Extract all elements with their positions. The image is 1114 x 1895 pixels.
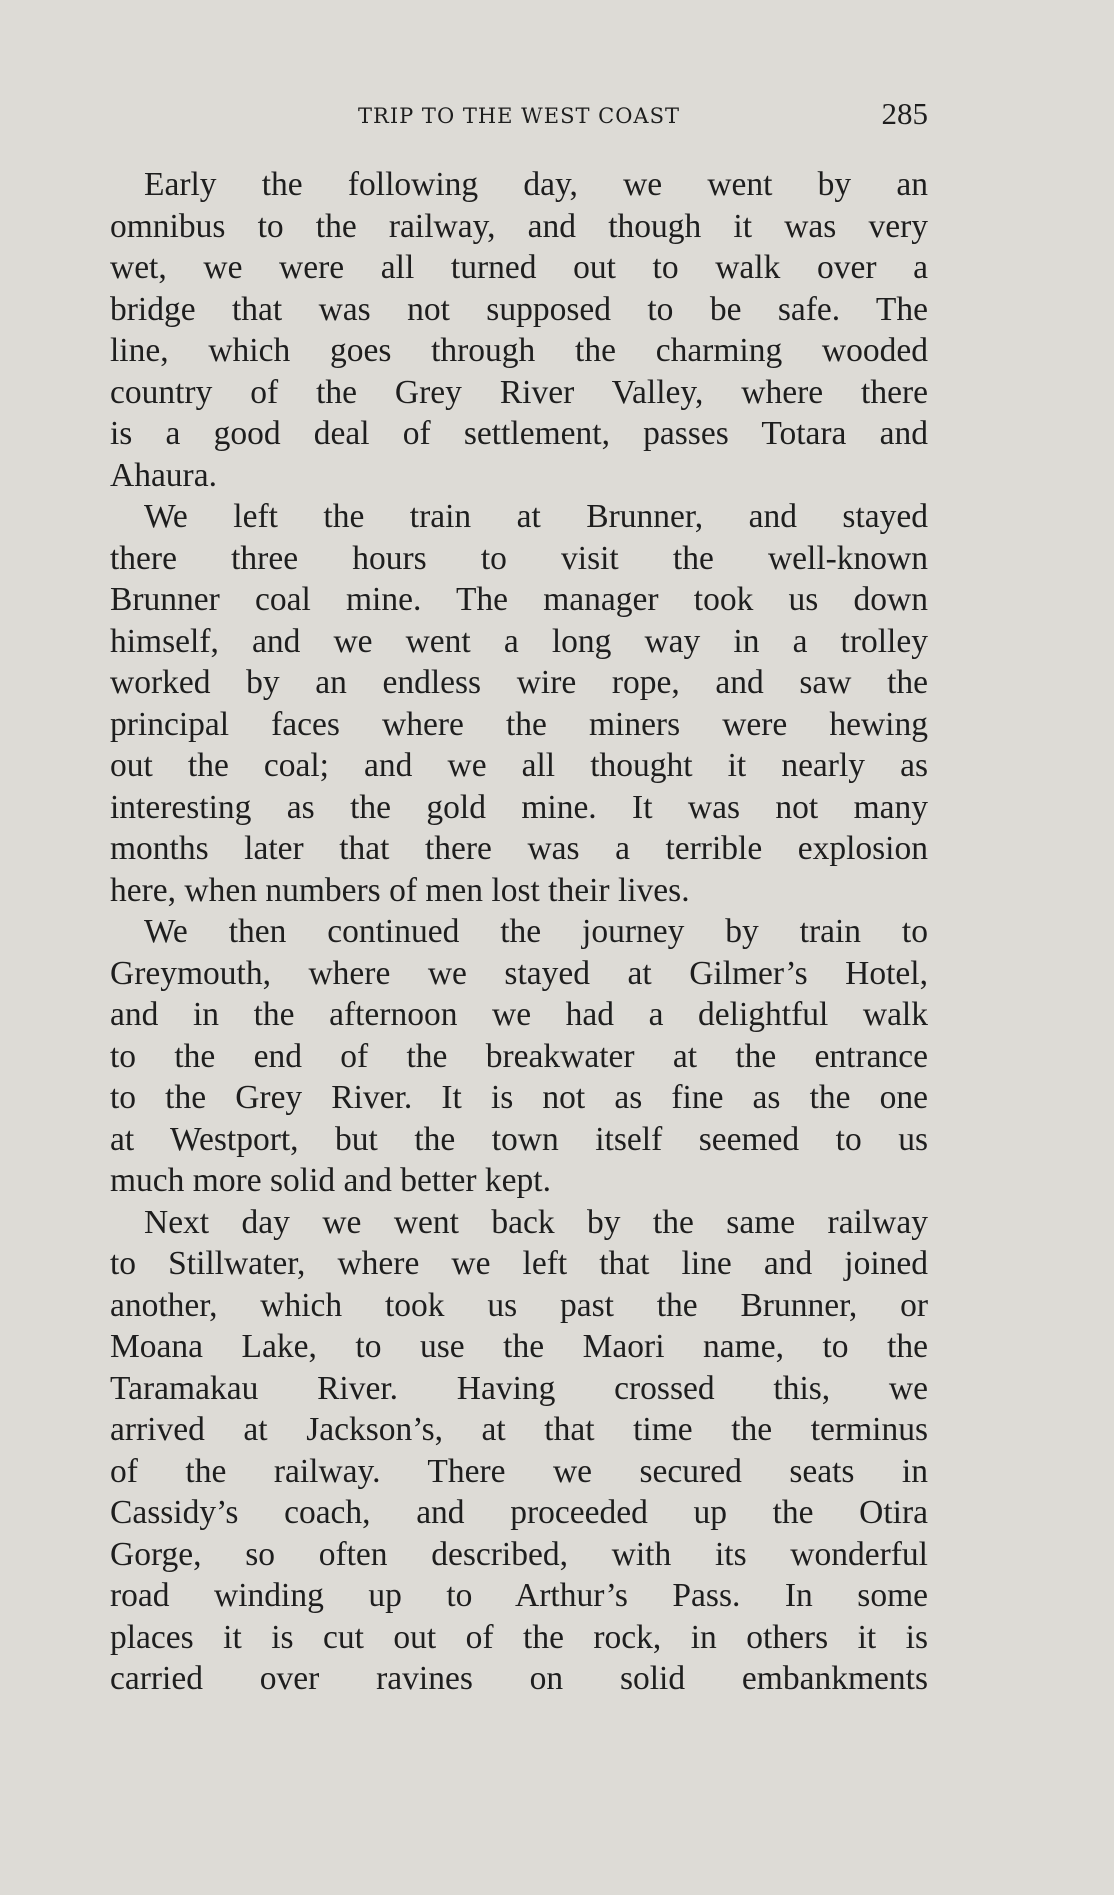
text-line: Next day we went back by the same railway	[144, 1203, 928, 1241]
text-line: road winding up to Arthur’s Pass. In some	[110, 1577, 928, 1614]
text-line: to the Grey River. It is not as fine as the one	[110, 1079, 928, 1116]
text-line: months later that there was a terrible explosion	[110, 830, 928, 867]
text-line: wet, we were all turned out to walk over a	[110, 249, 928, 286]
text-line: another, which took us past the Brunner, or	[110, 1286, 928, 1324]
text-line: Cassidy’s coach, and proceeded up the Otira	[110, 1494, 928, 1531]
text-line: Greymouth, where we stayed at Gilmer’s Hotel,	[110, 954, 928, 992]
text-line: out the coal; and we all thought it nearly as	[110, 747, 928, 784]
text-line: Brunner coal mine. The manager took us down	[110, 581, 928, 618]
text-line: bridge that was not supposed to be safe. The	[110, 290, 928, 328]
text-line: of the railway. There we secured seats in	[110, 1452, 928, 1490]
text-line: at Westport, but the town itself seemed to us	[110, 1120, 928, 1158]
text-line: country of the Grey River Valley, where there	[110, 373, 928, 411]
text-line: Taramakau River. Having crossed this, we	[110, 1369, 928, 1407]
text-line: Ahaura.	[110, 456, 217, 494]
text-line: carried over ravines on solid embankments	[110, 1660, 928, 1697]
page-number: 285	[881, 96, 928, 131]
text-line: to the end of the breakwater at the entrance	[110, 1037, 928, 1075]
text-line: worked by an endless wire rope, and saw the	[110, 664, 928, 701]
text-line: to Stillwater, where we left that line and joined	[110, 1245, 928, 1282]
text-line: there three hours to visit the well-known	[110, 539, 928, 577]
text-line: and in the afternoon we had a delightful walk	[110, 996, 928, 1033]
text-line: Early the following day, we went by an	[144, 166, 928, 203]
text-line: principal faces where the miners were hewing	[110, 705, 928, 743]
paragraph	[110, 911, 928, 1202]
page-header	[110, 96, 928, 136]
body-text	[110, 164, 928, 1700]
text-line: is a good deal of settlement, passes Totara and	[110, 415, 928, 452]
paragraph	[110, 496, 928, 911]
text-line: here, when numbers of men lost their lives.	[110, 871, 690, 909]
text-line: We left the train at Brunner, and stayed	[144, 498, 928, 535]
text-line: himself, and we went a long way in a trolley	[110, 622, 928, 660]
text-line: much more solid and better kept.	[110, 1162, 551, 1199]
paragraph	[110, 1202, 928, 1700]
text-line: Gorge, so often described, with its wonderful	[110, 1535, 928, 1573]
text-line: line, which goes through the charming wooded	[110, 332, 928, 369]
text-line: omnibus to the railway, and though it was very	[110, 207, 928, 245]
running-title: TRIP TO THE WEST COAST	[358, 104, 680, 128]
text-line: We then continued the journey by train to	[144, 913, 928, 950]
text-line: arrived at Jackson’s, at that time the terminus	[110, 1411, 928, 1448]
text-line: Moana Lake, to use the Maori name, to the	[110, 1328, 928, 1365]
text-line: places it is cut out of the rock, in others it is	[110, 1618, 928, 1656]
text-line: interesting as the gold mine. It was not many	[110, 788, 928, 826]
paragraph	[110, 164, 928, 496]
